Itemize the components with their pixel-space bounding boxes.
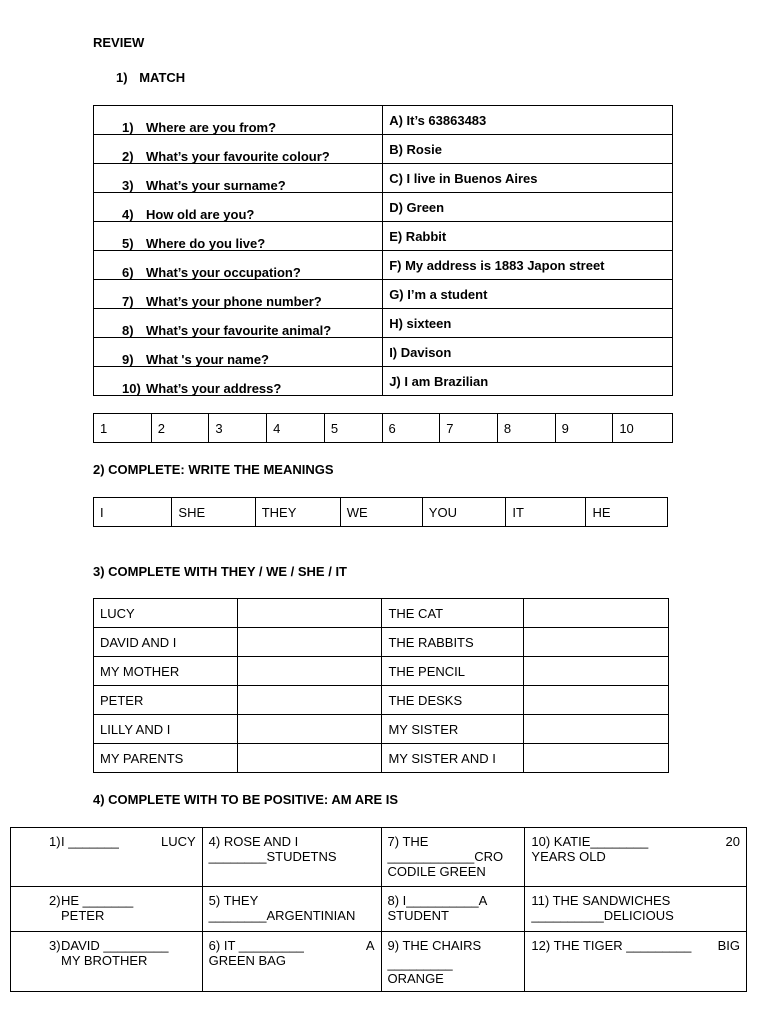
pronoun-cell[interactable]: WE (340, 498, 422, 527)
to-be-table (10, 827, 747, 992)
exercise-text: LUCY (160, 834, 196, 849)
pronoun-cell[interactable]: HE (586, 498, 668, 527)
match-answer-cell: B) Rosie (383, 135, 673, 164)
answer-blank-cell[interactable] (237, 744, 382, 773)
match-row (94, 251, 673, 280)
subject-cell: MY SISTER (382, 715, 524, 744)
exercise-text: ORANGE (387, 971, 444, 986)
exercise-text: 7) THE (387, 834, 429, 849)
pronouns-table (93, 497, 668, 527)
match-answer-cell: C) I live in Buenos Aires (383, 164, 673, 193)
exercise-text: 5) THEY (208, 893, 259, 908)
exercise-text: 11) THE SANDWICHES (531, 893, 671, 908)
question-number: 4) (122, 207, 134, 222)
question-number: 1) (122, 120, 134, 135)
pronoun-replace-row (94, 599, 669, 628)
subject-cell: THE RABBITS (382, 628, 524, 657)
pronoun-cell[interactable]: SHE (172, 498, 255, 527)
answer-blank-cell[interactable] (524, 599, 669, 628)
question-text: What’s your address? (146, 381, 282, 396)
match-question-cell (94, 338, 383, 367)
match-question-cell (94, 251, 383, 280)
question-number: 5) (122, 236, 134, 251)
question-number: 3) (122, 178, 134, 193)
exercise-text: 8) I__________A (387, 893, 488, 908)
to-be-exercise-cell[interactable] (525, 887, 747, 932)
exercise-text: 10) KATIE________ (531, 834, 649, 849)
subject-cell: THE DESKS (382, 686, 524, 715)
question-number: 7) (122, 294, 134, 309)
answer-blank-cell[interactable] (237, 715, 382, 744)
to-be-exercise-cell[interactable] (202, 828, 381, 887)
subject-cell: DAVID AND I (94, 628, 238, 657)
pronoun-cell[interactable]: IT (506, 498, 586, 527)
section3-heading: 3) COMPLETE WITH THEY / WE / SHE / IT (93, 564, 347, 579)
match-row (94, 164, 673, 193)
answer-number-cell[interactable]: 9 (555, 414, 613, 443)
to-be-exercise-cell[interactable] (11, 887, 203, 932)
exercise-text: A (365, 938, 375, 953)
pronoun-replace-table (93, 598, 669, 773)
match-answer-cell: F) My address is 1883 Japon street (383, 251, 673, 280)
match-question-cell (94, 367, 383, 396)
exercise-text: HE _______ (61, 893, 134, 908)
to-be-exercise-cell[interactable] (525, 828, 747, 887)
match-answer-cell: H) sixteen (383, 309, 673, 338)
to-be-exercise-cell[interactable] (381, 887, 525, 932)
match-answer-cell: E) Rabbit (383, 222, 673, 251)
question-text: What’s your favourite animal? (146, 323, 332, 338)
match-answer-cell: G) I’m a student (383, 280, 673, 309)
to-be-row (11, 887, 747, 932)
match-question-cell (94, 222, 383, 251)
section1-heading-text: MATCH (139, 70, 186, 85)
to-be-exercise-cell[interactable] (11, 828, 203, 887)
answer-blank-cell[interactable] (524, 715, 669, 744)
question-text: What 's your name? (146, 352, 269, 367)
subject-cell: MY MOTHER (94, 657, 238, 686)
answer-blank-cell[interactable] (524, 686, 669, 715)
match-question-cell (94, 309, 383, 338)
subject-cell: PETER (94, 686, 238, 715)
answer-number-cell[interactable]: 3 (209, 414, 267, 443)
exercise-text: 9) THE CHAIRS (387, 938, 482, 953)
exercise-number: 1) (49, 834, 61, 849)
to-be-row (11, 932, 747, 992)
to-be-exercise-cell[interactable] (11, 932, 203, 992)
exercise-number: 2) (49, 893, 61, 908)
pronoun-replace-row (94, 744, 669, 773)
exercise-text: 6) IT _________ (208, 938, 304, 953)
exercise-text: 20 (725, 834, 740, 849)
exercise-text: __________DELICIOUS (531, 908, 674, 923)
match-answer-cell: D) Green (383, 193, 673, 222)
answer-blank-cell[interactable] (524, 744, 669, 773)
exercise-text: CODILE GREEN (387, 864, 486, 879)
question-number: 9) (122, 352, 134, 367)
match-question-cell (94, 164, 383, 193)
question-text: Where do you live? (146, 236, 266, 251)
answer-number-cell[interactable]: 5 (324, 414, 382, 443)
exercise-text: ____________CRO (387, 849, 504, 864)
answer-number-cell[interactable]: 7 (440, 414, 498, 443)
question-number: 10) (122, 381, 141, 396)
question-text: What’s your surname? (146, 178, 286, 193)
subject-cell: MY PARENTS (94, 744, 238, 773)
exercise-text: PETER (61, 908, 105, 923)
section4-heading: 4) COMPLETE WITH TO BE POSITIVE: AM ARE IS (93, 792, 399, 807)
section1-heading (116, 70, 185, 85)
page-title: REVIEW (93, 35, 145, 50)
question-text: What’s your favourite colour? (146, 149, 330, 164)
question-text: What’s your phone number? (146, 294, 322, 309)
exercise-text: GREEN BAG (208, 953, 286, 968)
answer-number-cell[interactable]: 6 (382, 414, 440, 443)
question-number: 8) (122, 323, 134, 338)
exercise-text: 4) ROSE AND I (208, 834, 299, 849)
match-question-cell (94, 193, 383, 222)
answer-numbers-table (93, 413, 673, 443)
question-number: 2) (122, 149, 134, 164)
to-be-exercise-cell[interactable] (202, 932, 381, 992)
match-row (94, 280, 673, 309)
exercise-text: BIG (717, 938, 740, 953)
answer-blank-cell[interactable] (524, 628, 669, 657)
pronoun-cell[interactable]: YOU (422, 498, 506, 527)
question-text: How old are you? (146, 207, 255, 222)
answer-number-cell[interactable]: 1 (94, 414, 152, 443)
pronoun-cell[interactable]: I (94, 498, 172, 527)
subject-cell: THE CAT (382, 599, 524, 628)
to-be-exercise-cell[interactable] (202, 887, 381, 932)
subject-cell: LILLY AND I (94, 715, 238, 744)
match-answer-cell: A) It’s 63863483 (383, 106, 673, 135)
exercise-text: STUDENT (387, 908, 449, 923)
match-question-cell (94, 106, 383, 135)
match-row (94, 309, 673, 338)
match-answer-cell: J) I am Brazilian (383, 367, 673, 396)
match-table (93, 105, 673, 396)
pronoun-replace-row (94, 686, 669, 715)
to-be-exercise-cell[interactable] (381, 932, 525, 992)
answer-blank-cell[interactable] (237, 628, 382, 657)
exercise-text: 12) THE TIGER _________ (531, 938, 692, 953)
question-number: 6) (122, 265, 134, 280)
pronoun-replace-row (94, 715, 669, 744)
answer-blank-cell[interactable] (237, 686, 382, 715)
pronoun-cell[interactable]: THEY (255, 498, 340, 527)
exercise-text: I _______ (61, 834, 119, 849)
match-row (94, 193, 673, 222)
match-answer-cell: I) Davison (383, 338, 673, 367)
answer-blank-cell[interactable] (237, 599, 382, 628)
to-be-exercise-cell[interactable] (381, 828, 525, 887)
match-row (94, 135, 673, 164)
to-be-row (11, 828, 747, 887)
answer-number-cell[interactable]: 2 (151, 414, 209, 443)
answer-number-cell[interactable]: 10 (613, 414, 673, 443)
to-be-exercise-cell[interactable] (525, 932, 747, 992)
question-text: What’s your occupation? (146, 265, 301, 280)
match-row (94, 222, 673, 251)
answer-number-cell[interactable]: 8 (497, 414, 555, 443)
exercise-number: 3) (49, 938, 61, 953)
section1-heading-num: 1) (116, 70, 128, 85)
subject-cell: MY SISTER AND I (382, 744, 524, 773)
answer-number-cell[interactable]: 4 (267, 414, 325, 443)
pronoun-replace-row (94, 628, 669, 657)
match-question-cell (94, 280, 383, 309)
match-question-cell (94, 135, 383, 164)
question-text: Where are you from? (146, 120, 277, 135)
match-row (94, 106, 673, 135)
exercise-text: ________ARGENTINIAN (208, 908, 356, 923)
section2-heading: 2) COMPLETE: WRITE THE MEANINGS (93, 462, 334, 477)
subject-cell: LUCY (94, 599, 238, 628)
answer-blank-cell[interactable] (524, 657, 669, 686)
exercise-text: MY BROTHER (61, 953, 148, 968)
exercise-text: _________ (387, 956, 453, 971)
match-row (94, 367, 673, 396)
exercise-text: DAVID _________ (61, 938, 169, 953)
exercise-text: ________STUDETNS (208, 849, 337, 864)
match-row (94, 338, 673, 367)
answer-blank-cell[interactable] (237, 657, 382, 686)
exercise-text: YEARS OLD (531, 849, 606, 864)
pronoun-replace-row (94, 657, 669, 686)
subject-cell: THE PENCIL (382, 657, 524, 686)
